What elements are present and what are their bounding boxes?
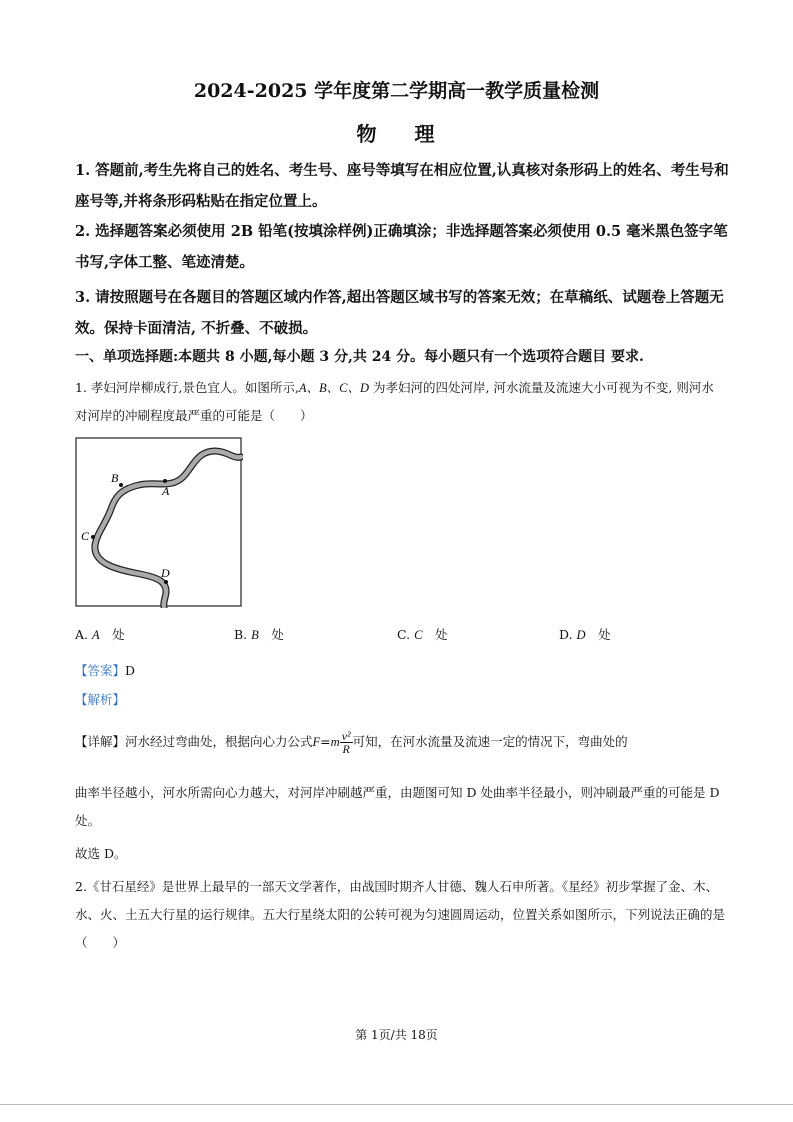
q1-stem-points: A、B、C、D — [298, 381, 369, 395]
option-d-key: D. — [559, 627, 573, 642]
formula-m: m — [330, 735, 340, 749]
subject-title — [0, 118, 793, 147]
notice-1: 1. 答题前,考生先将自己的姓名、考生号、座号等填写在相应位置,认真核对条形码上的姓名、考生号和座号等,并将条形码粘贴在指定位置上。 — [75, 162, 729, 210]
label-b: B — [111, 471, 119, 485]
label-c: C — [81, 529, 90, 543]
option-a[interactable] — [75, 625, 125, 643]
point-a-marker — [163, 479, 167, 483]
option-d-point: D — [576, 628, 586, 642]
label-d: D — [161, 566, 170, 580]
formula-eq: = — [320, 734, 331, 749]
formula-numerator: v² — [341, 729, 351, 743]
detail-line-1 — [75, 728, 725, 756]
option-b-key: B. — [234, 627, 248, 642]
q1-stem-a: 1. 孝妇河岸柳成行,景色宜人。如图所示, — [75, 380, 299, 395]
detail-text-a: 河水经过弯曲处，根据向心力公式 — [125, 734, 313, 749]
option-c[interactable] — [397, 625, 447, 643]
label-a: A — [162, 484, 170, 498]
analysis-tag: 【解析】 — [75, 692, 126, 707]
option-d-suffix: 处 — [598, 627, 611, 642]
option-d[interactable] — [559, 625, 611, 643]
detail-text-b: 可知，在河水流量及流速一定的情况下，弯曲处的 — [352, 734, 628, 749]
answer-line — [75, 661, 135, 679]
page-divider — [0, 1104, 793, 1105]
answer-tag: 【答案】 — [75, 663, 126, 678]
option-c-key: C. — [397, 627, 411, 642]
q1-stem-b: 为孝妇河的四处河岸, 河水流量及流速大小可视为不变, 则河水对河岸的冲刷程度最严重的可能是（ ） — [75, 380, 714, 423]
option-c-point: C — [414, 628, 423, 642]
page-number: 第 1页/共 18页 — [355, 1028, 438, 1042]
section-heading: 一、单项选择题:本题共 8 小题,每小题 3 分,共 24 分。每小题只有一个选项符合题目 要求. — [75, 349, 644, 365]
answer-value: D — [125, 663, 136, 678]
option-b-suffix: 处 — [271, 627, 284, 642]
conclusion: 故选 D。 — [75, 846, 127, 861]
analysis-line — [75, 690, 125, 708]
notice-2: 2. 选择题答案必须使用 2B 铅笔(按填涂样例)正确填涂；非选择题答案必须使用 0.5 毫米黑色签字笔书写,字体工整、笔迹清楚。 — [75, 223, 728, 271]
river-map-figure — [75, 437, 243, 608]
point-d-marker — [164, 580, 168, 584]
option-b-point: B — [251, 628, 259, 642]
option-c-suffix: 处 — [434, 627, 448, 642]
notice-3: 3. 请按照题号在各题目的答题区域内作答,超出答题区域书写的答案无效；在草稿纸、试题卷上答题无效。保持卡面清洁, 不折叠、不破损。 — [75, 289, 724, 337]
option-b[interactable] — [234, 625, 284, 643]
formula-fraction — [340, 730, 353, 755]
exam-title: 2024-2025 学年度第二学期高一教学质量检测 — [193, 80, 600, 102]
option-a-key: A. — [75, 627, 89, 642]
subject-char-2: 理 — [414, 122, 437, 146]
formula-denominator: R — [342, 742, 350, 756]
option-a-point: A — [92, 628, 100, 642]
formula-lhs: F — [312, 735, 321, 749]
option-a-suffix: 处 — [112, 627, 125, 642]
detail-line-2: 曲率半径越小，河水所需向心力越大，对河岸冲刷越严重，由题图可知 D 处曲率半径最小，则冲刷最严重的可能是 D 处。 — [75, 785, 720, 828]
point-c-marker — [91, 535, 95, 539]
question-2-stem: 2.《甘石星经》是世界上最早的一部天文学著作，由战国时期齐人甘德、魏人石申所著。《星经》初步掌握了金、木、水、火、土五大行星的运行规律。五大行星绕太阳的公转可视为匀速圆周运动，位置关系如图所示，下列说法正确的是（ ） — [75, 879, 726, 950]
detail-tag: 【详解】 — [75, 734, 126, 749]
subject-char-1: 物 — [356, 122, 379, 146]
point-b-marker — [119, 483, 123, 487]
question-1-stem — [75, 374, 725, 430]
